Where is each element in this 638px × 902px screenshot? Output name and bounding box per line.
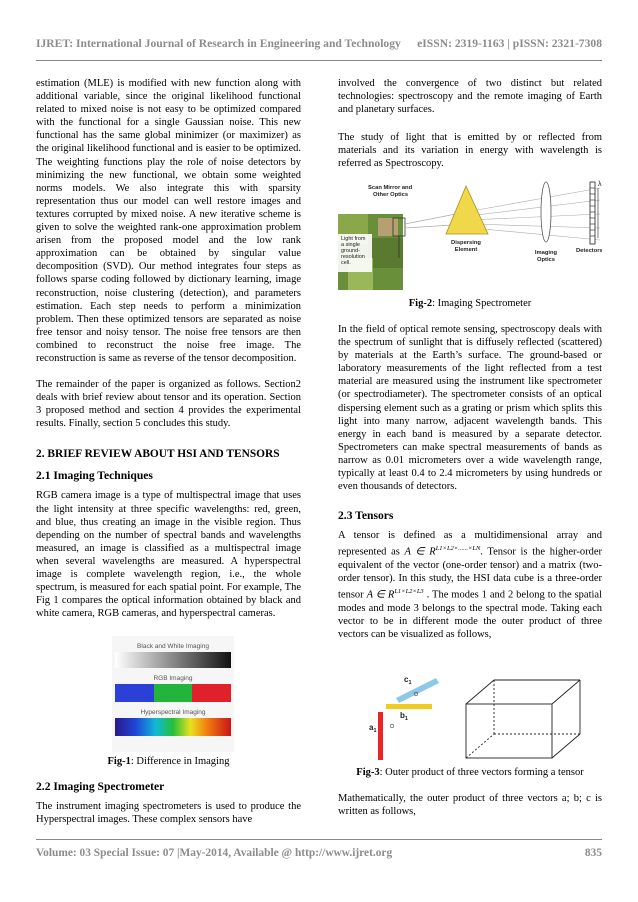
svg-text:resolution: resolution bbox=[341, 254, 365, 260]
paragraph-spectroscopy: The study of light that is emitted by or reflected from materials and its variation in energy with wavelength is referred as Spectroscopy. bbox=[338, 132, 602, 170]
fig2-label-lens: Imaging bbox=[534, 250, 558, 256]
paragraph-mle: estimation (MLE) is modified with new function along with additional variable, since the original likelihood functional related to mixed noise is not easy to be optimized compared with the functional for a single Gaussian noise. This new functional has the same global minimizer (or maximizer) as the original likelihood functional and is easier to be optimized. The weighting functions play the role of noise detectors by minimizing the new functional, we obtain some weighted norms models. We also integrate this with sparsity representation thus our model can well restore images and textures corrupted by mixed noise. A new iterative scheme is given to solve the weighted rank-one approximation problem arisen from the proposed model and the low rank approximation can be obtained by singular value decomposition (SVD). Our method integrates four steps as follows sparse coding followed by dictionary learning, image reconstruction, noise clustering (detection), and parameters estimation. Each step needs to perform a minimization problem. Then these optimized tensors are separated as noise free tensor and noisy tensor. The noise free tensors are then combined to reconstruct the noise free image. The reconstruction is same as reverse of the tensor decomposition. bbox=[36, 78, 301, 364]
issn: eISSN: 2319-1163 | pISSN: 2321-7308 bbox=[417, 37, 602, 50]
svg-text:Optics: Optics bbox=[536, 257, 556, 263]
svg-text:Element: Element bbox=[454, 247, 478, 253]
rgb-blue-block bbox=[115, 684, 154, 702]
vector-c bbox=[396, 678, 439, 703]
page-number: 835 bbox=[584, 847, 602, 859]
lambda-label: λ bbox=[598, 181, 602, 188]
right-column-middle bbox=[338, 323, 602, 654]
imaging-lens bbox=[541, 182, 551, 242]
running-header bbox=[36, 37, 602, 55]
fig2-label-disp: Dispersing bbox=[451, 240, 481, 246]
spectrum-bar bbox=[115, 718, 231, 736]
fig1-label-rgb: RGB Imaging bbox=[153, 675, 193, 682]
right-column bbox=[338, 77, 602, 184]
fig1-label-bw: Black and White Imaging bbox=[137, 643, 209, 650]
paragraph-organization: The remainder of the paper is organized as follows. Section2 deals with brief review about tensor and its operation. Section 3 proposed method and section 4 provides the experimental results. Finally, section 5 concludes this study. bbox=[36, 379, 301, 430]
running-footer bbox=[36, 847, 602, 863]
figure-3-image bbox=[366, 674, 594, 762]
footer-rule bbox=[36, 839, 602, 840]
svg-text:Other Optics: Other Optics bbox=[373, 192, 409, 198]
fig2-label-light1: Light from bbox=[341, 236, 366, 242]
section-2-heading: 2. BRIEF REVIEW ABOUT HSI AND TENSORS bbox=[36, 448, 280, 461]
rgb-green-block bbox=[154, 684, 192, 702]
paragraph-remote-sensing: In the field of optical remote sensing, spectroscopy deals with the spectrum of sunlight that is diffusely reflected (scattered) by materials at the Earth’s surface. The ground-based or laboratory measurements of the light reflected from a test material are measured using the instrument like spectrometer (or spectrodiameter). The spectrometer consists of an optical dispersing element such as a grating or prism which splits this light into many narrow, adjacent wavelength bands. This energy in each band is measured by a separate detector. Spectrometers can make spectral measurements of bands as narrow as 0.01 micrometers over a wide wavelength range, typically at least 0.4 to 2.4 micrometers by using hundreds or even thousands of detectors. bbox=[338, 324, 602, 493]
journal-title: IJRET: International Journal of Research in Engineering and Technology bbox=[36, 37, 401, 50]
label-b: $b_1$ bbox=[400, 711, 408, 722]
paragraph-outer-product: Mathematically, the outer product of three vectors a; b; c is written as follows, bbox=[338, 793, 602, 818]
fig2-label-scan: Scan Mirror and bbox=[368, 185, 413, 191]
tensor-cube bbox=[466, 680, 580, 758]
subsection-2-2-heading: 2.2 Imaging Spectrometer bbox=[36, 780, 165, 793]
label-a: $a_1$ bbox=[369, 723, 377, 734]
paragraph-imaging-techniques: RGB camera image is a type of multispectral image that uses the light intensity at three specific wavelengths: red, green, and blue, thus creating an image in the visible region. Thus depending on the number of spectral bands and wavelengths measured, an image is classified as a multispectral image when several wavelengths are measured. A hyperspectral image is complete wavelength region, i.e., the whole spectrum, is measured for each spatial point. For example, The Fig 1 compares the optical information obtained by black and white camera, RGB cameras, and hyperspectral cameras. bbox=[36, 490, 301, 620]
paragraph-convergence: involved the convergence of two distinct but related technologies: spectroscopy and the remote imaging of Earth and planetary surfaces. bbox=[338, 78, 602, 116]
volume-info: Volume: 03 Special Issue: 07 |May-2014, Available @ http://www.ijret.org bbox=[36, 847, 393, 859]
left-column-bottom bbox=[36, 780, 301, 839]
paragraph-imaging-spectrometer: The instrument imaging spectrometers is used to produce the Hyperspectral images. These complex sensors have bbox=[36, 801, 301, 826]
svg-text:cell.: cell. bbox=[341, 260, 351, 266]
figure-1-image bbox=[112, 636, 234, 752]
vector-a bbox=[378, 712, 383, 760]
fig1-label-hyper: Hyperspectral Imaging bbox=[140, 709, 206, 716]
figure-2-caption: Fig-2: Imaging Spectrometer bbox=[408, 298, 532, 309]
figure-2-image bbox=[338, 178, 602, 290]
fig2-label-det: Detectors bbox=[576, 248, 602, 254]
label-c: $c_1$ bbox=[404, 675, 412, 686]
figure-2 bbox=[338, 178, 602, 290]
figure-3 bbox=[366, 674, 594, 762]
dispersing-prism bbox=[446, 186, 488, 234]
paragraph-tensors: A tensor is defined as a multidimensional array and represented as A ∈ $R^{L1\times L2\times......\times LN}$. Tensor is the higher-order equivalent of the vector (one-order tensor) and a matrix (two-order tensor). In this study, the HSI data cube is a three-order tensor A ∈ $R^{L1\times L2\times L3}$ . The modes 1 and 2 belong to the spatial modes and mode 3 belongs to the spectral mode. Taking each vector to be in different mode the outer product of three vectors can be visualized as follows, bbox=[338, 530, 602, 640]
bw-gradient-bar bbox=[115, 652, 231, 668]
right-column-bottom bbox=[338, 792, 602, 831]
vector-b bbox=[386, 704, 432, 709]
figure-3-caption: Fig-3: Outer product of three vectors forming a tensor bbox=[356, 767, 584, 778]
rgb-red-block bbox=[192, 684, 231, 702]
svg-text:a single: a single bbox=[341, 242, 360, 248]
header-rule bbox=[36, 60, 602, 61]
detector-array bbox=[590, 182, 595, 244]
svg-text:ground-: ground- bbox=[341, 248, 360, 254]
figure-1 bbox=[112, 636, 234, 752]
left-column bbox=[36, 77, 301, 633]
subsection-2-1-heading: 2.1 Imaging Techniques bbox=[36, 469, 153, 483]
figure-1-caption: Fig-1: Difference in Imaging bbox=[107, 756, 230, 767]
subsection-2-3-heading: 2.3 Tensors bbox=[338, 509, 394, 523]
